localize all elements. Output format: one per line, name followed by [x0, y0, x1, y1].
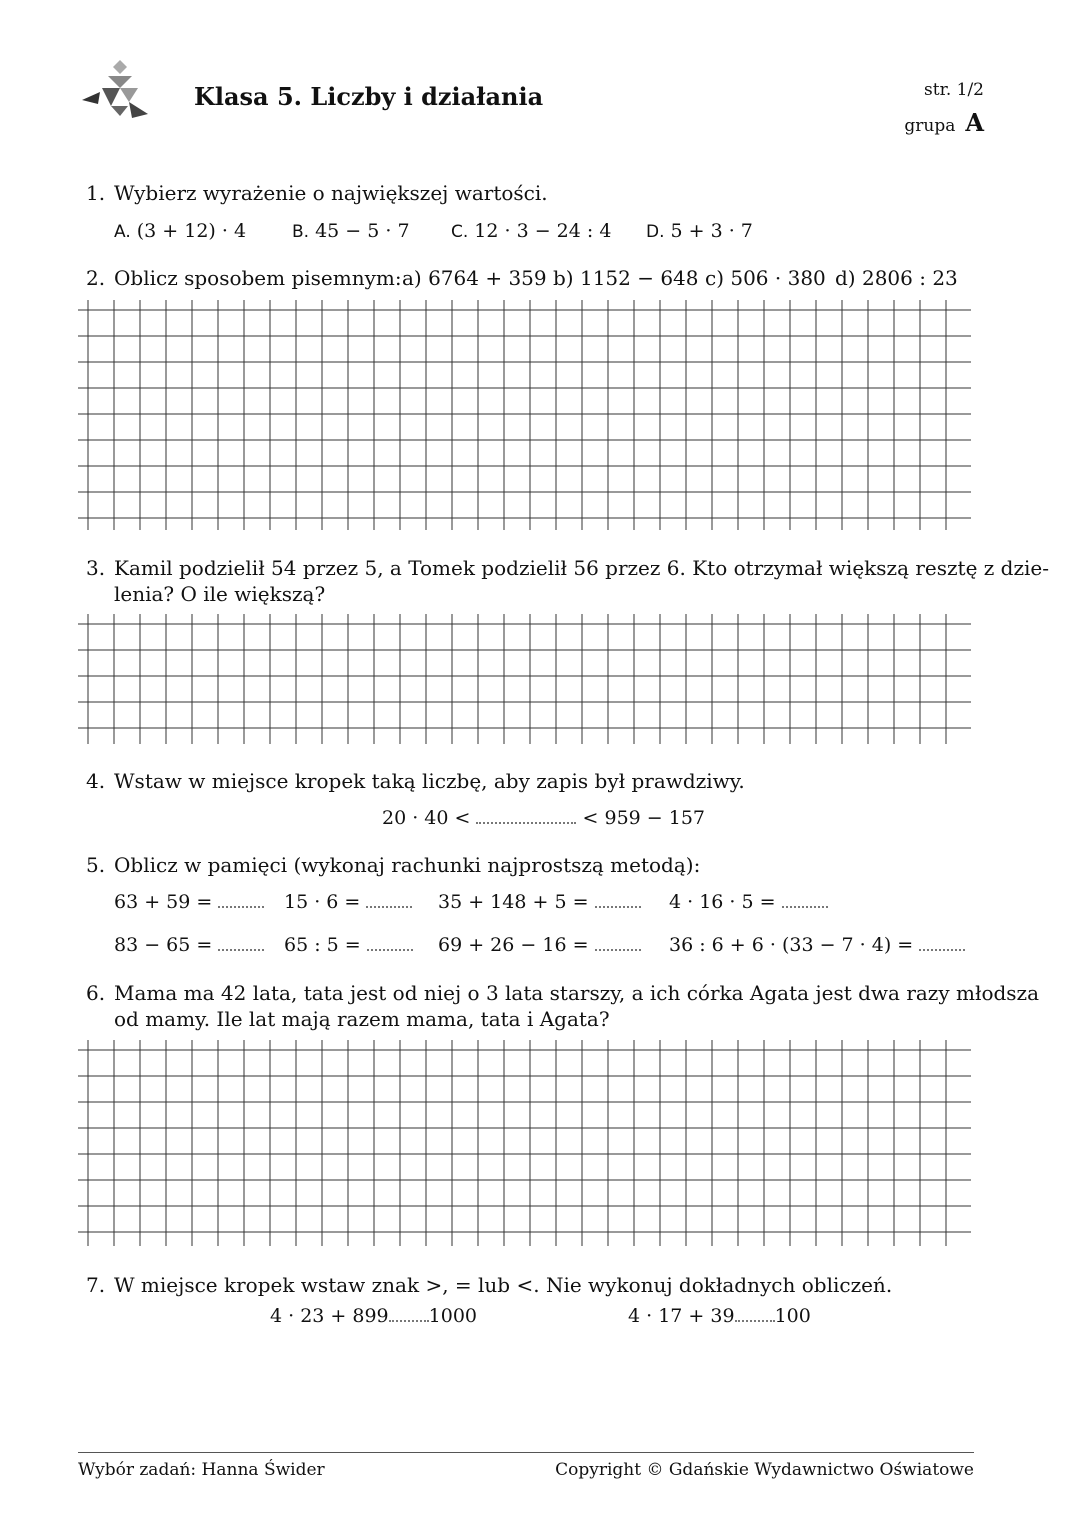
- calc-expression: 4 · 16 · 5 =: [669, 891, 776, 913]
- answer-blank[interactable]: [735, 1306, 775, 1322]
- calc-expression: 36 : 6 + 6 · (33 − 7 · 4) =: [669, 934, 914, 956]
- footer-author: Wybór zadań: Hanna Świder: [78, 1460, 325, 1480]
- part-a: a) 6764 + 359: [402, 266, 547, 290]
- answer-blank[interactable]: [367, 935, 413, 951]
- calc-item: [669, 891, 828, 913]
- option-c: [451, 220, 611, 242]
- answer-blank[interactable]: [389, 1306, 429, 1322]
- answer-blank[interactable]: [919, 935, 965, 951]
- group-label: grupa: [904, 116, 956, 136]
- answer-blank[interactable]: [595, 892, 641, 908]
- calc-item: [438, 891, 641, 913]
- footer-copyright: Copyright © Gdańskie Wydawnictwo Oświatowe: [555, 1460, 974, 1480]
- question-text: Oblicz w pamięci (wykonaj rachunki najprostszą metodą):: [114, 853, 701, 877]
- option-a: [114, 220, 246, 242]
- question-text: Wybierz wyrażenie o największej wartości.: [114, 181, 548, 205]
- option-letter: D.: [646, 222, 665, 242]
- inequality: [382, 807, 705, 829]
- question-number: 2.: [86, 266, 106, 290]
- comparison-left: 4 · 17 + 39: [628, 1305, 735, 1327]
- question-number: 3.: [86, 556, 106, 580]
- page-number: str. 1/2: [924, 80, 984, 100]
- group-indicator: [904, 108, 984, 137]
- answer-blank[interactable]: [366, 892, 412, 908]
- calc-item: [114, 891, 264, 913]
- question-number: 7.: [86, 1273, 106, 1297]
- calc-expression: 15 · 6 =: [284, 891, 361, 913]
- question-text: Kamil podzielił 54 przez 5, a Tomek podzielił 56 przez 6. Kto otrzymał większą resztę z dzie-: [114, 556, 1050, 580]
- calc-item: [284, 934, 413, 956]
- option-letter: B.: [292, 222, 310, 242]
- calc-expression: 65 : 5 =: [284, 934, 361, 956]
- answer-blank[interactable]: [476, 808, 576, 824]
- calc-item: [438, 934, 641, 956]
- question-number: 1.: [86, 181, 106, 205]
- option-expression: 5 + 3 · 7: [670, 220, 753, 242]
- question-number: 4.: [86, 769, 106, 793]
- question-text-continued: od mamy. Ile lat mają razem mama, tata i Agata?: [114, 1007, 610, 1031]
- question-text: Wstaw w miejsce kropek taką liczbę, aby zapis był prawdziwy.: [114, 769, 745, 793]
- answer-blank[interactable]: [218, 892, 264, 908]
- comparison-right: 100: [774, 1305, 811, 1327]
- part-c: c) 506 · 380: [705, 266, 826, 290]
- option-expression: 45 − 5 · 7: [315, 220, 410, 242]
- calc-item: [669, 934, 965, 956]
- calc-item: [114, 934, 264, 956]
- calc-expression: 63 + 59 =: [114, 891, 213, 913]
- option-d: [646, 220, 753, 242]
- tangram-figure-icon: [80, 58, 150, 122]
- answer-grid-q3[interactable]: [78, 614, 971, 744]
- inequality-left: 20 · 40 <: [382, 807, 471, 829]
- answer-grid-q6[interactable]: [78, 1040, 971, 1246]
- answer-blank[interactable]: [782, 892, 828, 908]
- part-b: b) 1152 − 648: [553, 266, 699, 290]
- question-number: 6.: [86, 981, 106, 1005]
- comparison-1: [270, 1305, 477, 1327]
- comparison-2: [628, 1305, 811, 1327]
- calc-expression: 83 − 65 =: [114, 934, 213, 956]
- footer-divider: [78, 1452, 974, 1453]
- option-expression: (3 + 12) · 4: [136, 220, 247, 242]
- question-text-continued: lenia? O ile większą?: [114, 582, 326, 606]
- calc-expression: 35 + 148 + 5 =: [438, 891, 589, 913]
- option-letter: A.: [114, 222, 131, 242]
- comparison-right: 1000: [428, 1305, 478, 1327]
- option-letter: C.: [451, 222, 469, 242]
- option-b: [292, 220, 410, 242]
- calc-item: [284, 891, 412, 913]
- part-d: d) 2806 : 23: [835, 266, 958, 290]
- question-text: Oblicz sposobem pisemnym:: [114, 266, 402, 290]
- question-text: Mama ma 42 lata, tata jest od niej o 3 lata starszy, a ich córka Agata jest dwa razy młodsza: [114, 981, 1040, 1005]
- answer-grid-q2[interactable]: [78, 300, 971, 530]
- calc-expression: 69 + 26 − 16 =: [438, 934, 589, 956]
- group-letter: A: [965, 108, 984, 137]
- answer-blank[interactable]: [595, 935, 641, 951]
- option-expression: 12 · 3 − 24 : 4: [474, 220, 612, 242]
- inequality-right: < 959 − 157: [582, 807, 706, 829]
- comparison-left: 4 · 23 + 899: [270, 1305, 389, 1327]
- page-title: Klasa 5. Liczby i działania: [194, 82, 544, 111]
- question-number: 5.: [86, 853, 106, 877]
- answer-blank[interactable]: [218, 935, 264, 951]
- question-text: W miejsce kropek wstaw znak >, = lub <. Nie wykonuj dokładnych obliczeń.: [114, 1273, 893, 1297]
